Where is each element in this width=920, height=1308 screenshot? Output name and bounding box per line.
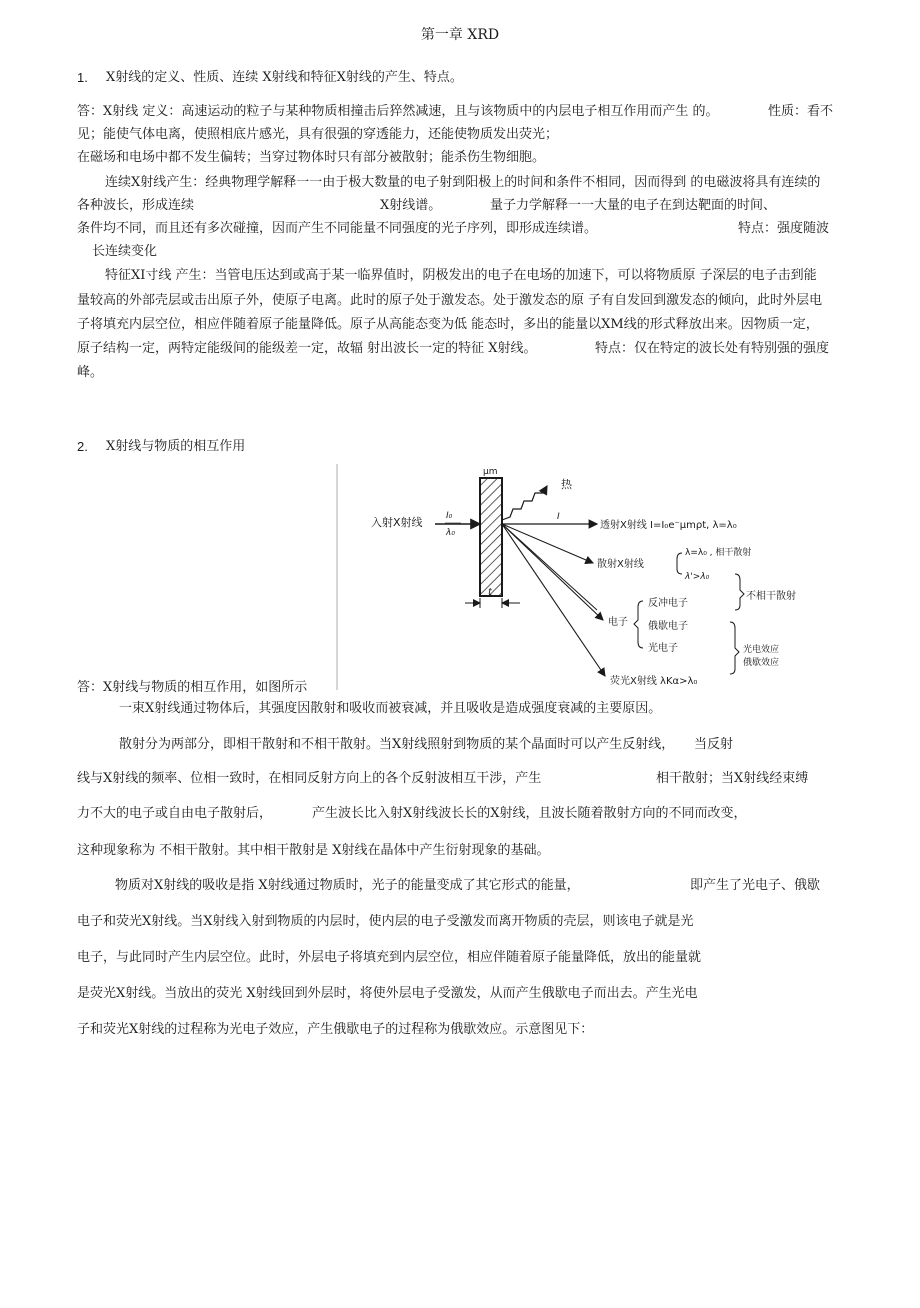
- paragraph-line: 条件均不同，而且还有多次碰撞，因而产生不同能量不同强度的光子序列，即形成连续谱。: [77, 221, 598, 236]
- photoelectron-label: 光电子: [648, 643, 678, 654]
- paragraph-line: 是荧光X射线。当放出的荧光 X射线回到外层时，将使外层电子受激发，从而产生俄歇电子而出去。产生光电: [77, 986, 698, 1001]
- section2-heading: X射线与物质的相互作用: [106, 439, 246, 454]
- paragraph-line: 长连续变化: [92, 244, 158, 259]
- heat-label: 热: [561, 478, 572, 491]
- electron-arrow: [502, 524, 603, 620]
- auger-electron-label: 俄歇电子: [648, 621, 688, 632]
- mu-label: μm: [483, 467, 498, 477]
- recoil-electron-label: 反冲电子: [648, 598, 688, 609]
- fluorescence-label: 荧光X射线 λKα>λ₀: [610, 676, 698, 687]
- lambda0-label: λ₀: [446, 528, 455, 538]
- paragraph-line: 电子和荧光X射线。当X射线入射到物质的内层时，使内层的电子受激发而离开物质的壳层，则该电子就是光: [77, 914, 694, 929]
- electron-label: 电子: [608, 617, 628, 628]
- paragraph-line: 在磁场和电场中都不发生偏转；当穿过物体时只有部分被散射；能杀伤生物细胞。: [77, 150, 546, 165]
- scattered-label: 散射X射线: [597, 559, 644, 570]
- i-label: I: [557, 512, 560, 522]
- paragraph-line: 特征XI寸线 产生：当管电压达到或高于某一临界值时，阴极发出的电子在电场的加速下，可以将物质原 子深层的电子击到能: [105, 268, 817, 283]
- paragraph-line: 原子结构一定，两特定能级间的能级差一定，故辐 射出波长一定的特征 X射线。: [77, 341, 537, 356]
- paragraph-line: X射线谱。: [380, 198, 442, 213]
- paragraph-line: 峰。: [77, 365, 104, 380]
- xray-interaction-diagram: [335, 462, 800, 690]
- photoelectric-effect-label: 光电效应: [743, 645, 780, 655]
- incoherent-label: 不相干散射: [746, 591, 796, 602]
- paragraph-line: 连续X射线产生：经典物理学解释一一由于极大数量的电子射到阳极上的时间和条件不相同，因而得到 的电磁波将具有连续的: [105, 175, 821, 190]
- paragraph-line: 特点：仅在特定的波长处有特别强的强度: [595, 341, 830, 356]
- paragraph-line: 当反射: [694, 737, 734, 752]
- paragraph-line: 答：X射线与物质的相互作用，如图所示: [77, 680, 308, 695]
- coherent-condition: λ=λ₀ , 相干散射: [685, 548, 752, 558]
- heat-arrow: [502, 486, 547, 520]
- specimen-block: [480, 478, 502, 596]
- thickness-label: t: [488, 587, 492, 598]
- paragraph-line: 物质对X射线的吸收是指 X射线通过物质时，光子的能量变成了其它形式的能量，: [115, 878, 580, 893]
- paragraph-line: 一束X射线通过物体后，其强度因散射和吸收而被衰减，并且吸收是造成强度衰减的主要原因。: [119, 701, 662, 716]
- paragraph-line: 散射分为两部分，即相干散射和不相干散射。当X射线照射到物质的某个晶面时可以产生反射线，: [119, 737, 675, 752]
- paragraph-line: 力不大的电子或自由电子散射后，: [77, 806, 273, 821]
- paragraph-line: 即产生了光电子、俄歇: [690, 878, 821, 893]
- incident-label: 入射X射线: [371, 516, 423, 529]
- paragraph-line: 产生波长比入射X射线波长长的X射线，且波长随着散射方向的不同而改变，: [312, 806, 747, 821]
- transmitted-label: 透射X射线 I=I₀e⁻μmρt, λ=λ₀: [600, 520, 737, 531]
- paragraph-line: 性质：看不: [768, 104, 834, 119]
- paragraph-line: 量子力学解释一一大量的电子在到达靶面的时间、: [490, 198, 777, 213]
- paragraph-line: 答：X射线 定义：高速运动的粒子与某种物质相撞击后猝然减速，且与该物质中的内层电子相互作用而产生 的。: [77, 104, 719, 119]
- section2-number: 2.: [77, 439, 88, 454]
- paragraph-line: 这种现象称为 不相干散射。其中相干散射是 X射线在晶体中产生衍射现象的基础。: [77, 843, 550, 858]
- paragraph-line: 子将填充内层空位，相应伴随着原子能量降低。原子从高能态变为低 能态时，多出的能量以XM线的形式释放出来。因物质一定，: [77, 317, 819, 332]
- paragraph-line: 特点：强度随波: [738, 221, 830, 236]
- paragraph-line: 见；能使气体电离，使照相底片感光，具有很强的穿透能力，还能使物质发出荧光；: [77, 127, 559, 142]
- auger-effect-label: 俄歇效应: [743, 658, 780, 668]
- paragraph-line: 子和荧光X射线的过程称为光电子效应，产生俄歇电子的过程称为俄歇效应。示意图见下：: [77, 1022, 594, 1037]
- page-title: 第一章 XRD: [420, 27, 500, 43]
- paragraph-line: 量较高的外部壳层或击出原子外，使原子电离。此时的原子处于激发态。处于激发态的原 子有自发回到激发态的倾向，此时外层电: [77, 293, 823, 308]
- paragraph-line: 相干散射；当X射线经束缚: [656, 771, 809, 786]
- i0-label: I₀: [446, 511, 453, 521]
- paragraph-line: 线与X射线的频率、位相一致时，在相同反射方向上的各个反射波相互干涉，产生: [77, 771, 542, 786]
- section1-number: 1.: [77, 70, 88, 85]
- fluorescence-arrow: [502, 524, 605, 676]
- paragraph-line: 各种波长，形成连续: [77, 198, 195, 213]
- incoherent-condition: λ'>λ₀: [685, 572, 710, 582]
- section1-heading: X射线的定义、性质、连续 X射线和特征X射线的产生、特点。: [106, 70, 463, 85]
- paragraph-line: 电子，与此同时产生内层空位。此时，外层电子将填充到内层空位，相应伴随着原子能量降低，放出的能量就: [77, 950, 702, 965]
